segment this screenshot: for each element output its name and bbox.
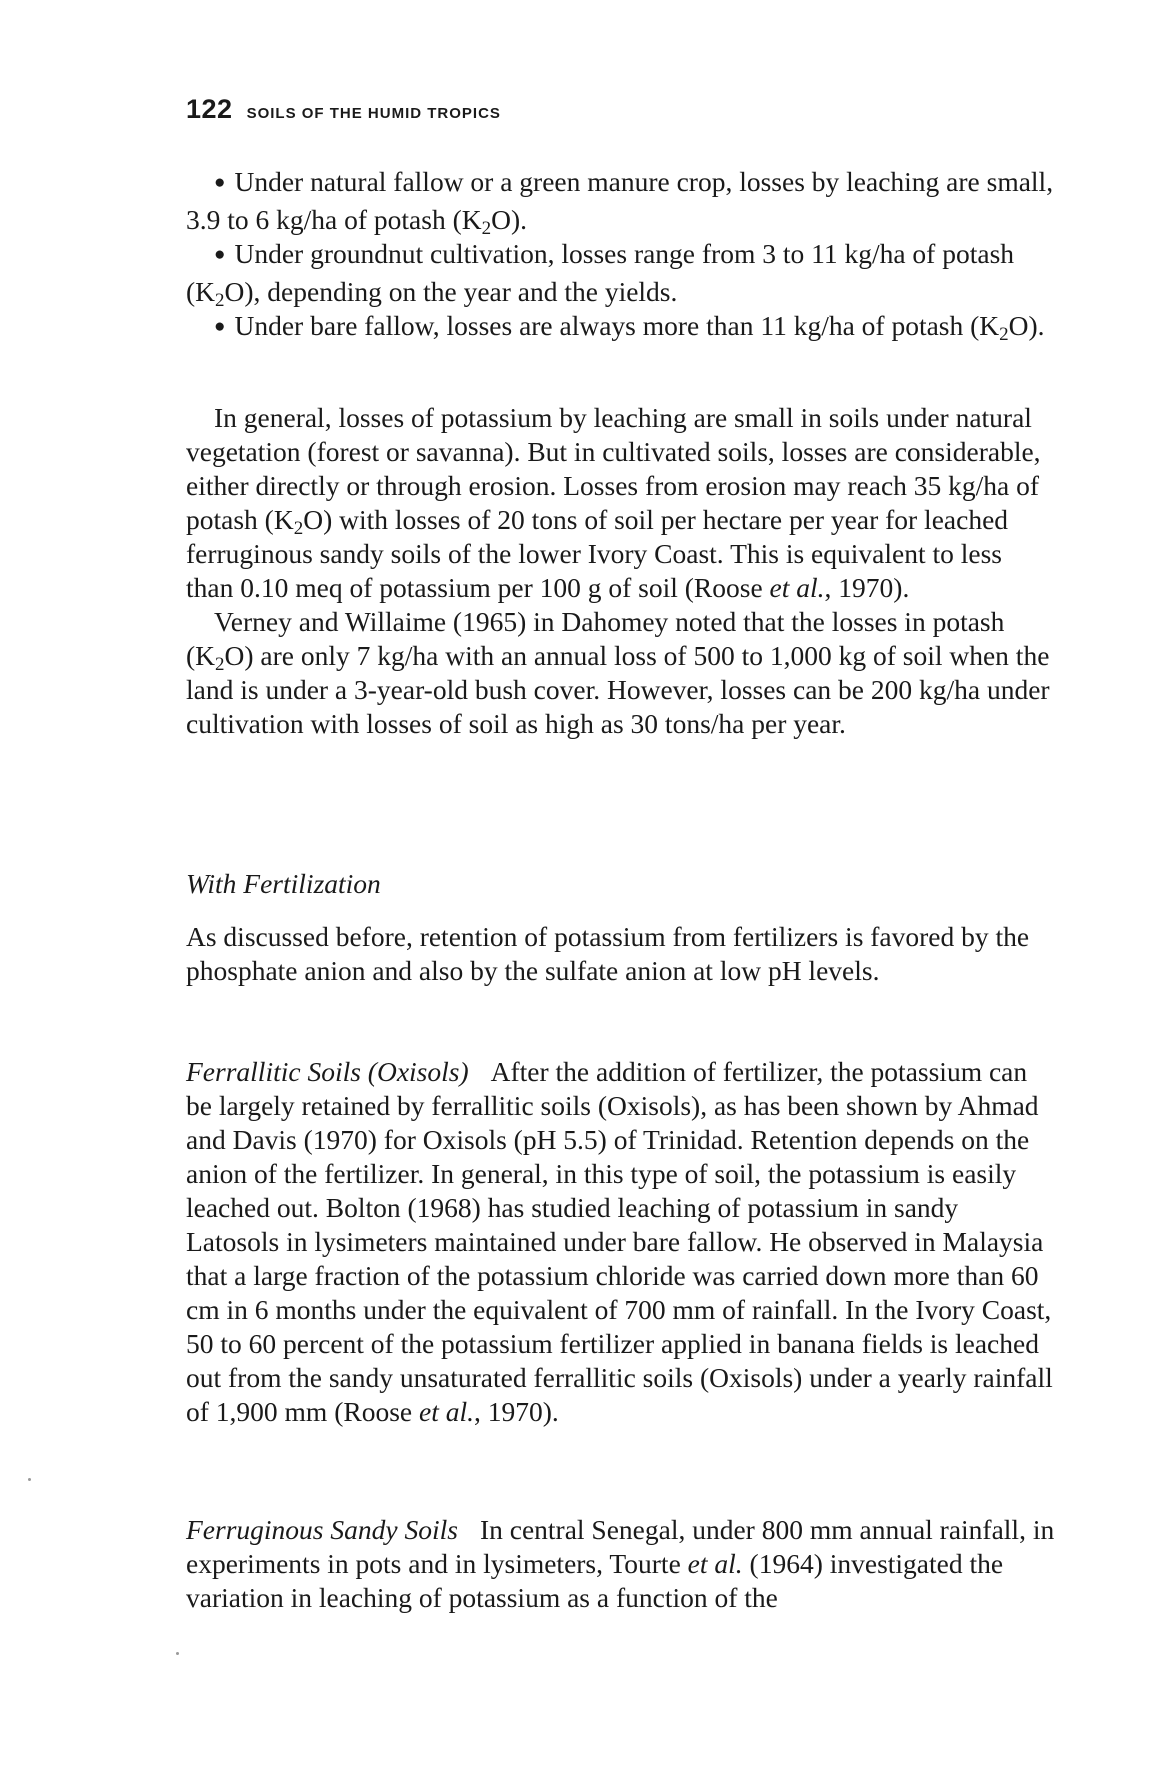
bullet-item: ● Under groundnut cultivation, losses range from 3 to 11 kg/ha of potash $(K_2O)$, depending on the year and the yields. <box>186 237 1056 309</box>
bullet-item: ● Under natural fallow or a green manure crop, losses by leaching are small, 3.9 to 6 kg/ha of potash $(K_2O)$. <box>186 165 1056 237</box>
scan-speck <box>176 1652 179 1655</box>
scan-speck <box>28 1478 31 1481</box>
ferruginous-heading: Ferruginous Sandy Soils <box>186 1514 458 1545</box>
page-header <box>186 94 501 125</box>
bullet-list <box>186 165 1056 347</box>
page-number: 122 <box>186 94 233 124</box>
paragraph-verney: Verney and Willaime (1965) in Dahomey noted that the losses in potash $(K_2O)$ are only 7 kg/ha with an annual loss of 500 to 1,000 kg of soil when the land is under a 3-year-old bush cover. However, losses can be 200 kg/ha under cultivation with losses of soil as high as 30 tons/ha per year. <box>186 606 1050 739</box>
paragraph-ferruginous: Ferruginous Sandy Soils In central Senegal, under 800 mm annual rainfall, in experiments in pots and in lysimeters, Tourte et al. (1964) investigated the variation in leaching of potassium as a function of the <box>186 1514 1055 1613</box>
paragraph-general: In general, losses of potassium by leaching are small in soils under natural vegetation (forest or savanna). But in cultivated soils, losses are considerable, either directly or through erosion. Losses from erosion may reach 35 kg/ha of potash $(K_2O)$ with losses of 20 tons of soil per hectare per year for leached ferruginous sandy soils of the lower Ivory Coast. This is equivalent to less than 0.10 meq of potassium per 100 g of soil (Roose et al., 1970). <box>186 402 1041 603</box>
paragraph-fertilization: As discussed before, retention of potassium from fertilizers is favored by the phosphate anion and also by the sulfate anion at low pH levels. <box>186 921 1030 986</box>
leaching-paragraphs <box>186 401 1056 741</box>
ferrallitic-heading: Ferrallitic Soils (Oxisols) <box>186 1056 469 1087</box>
bullet-item: ● Under bare fallow, losses are always more than 11 kg/ha of potash $(K_2O)$. <box>186 309 1056 347</box>
paragraph-ferrallitic: Ferrallitic Soils (Oxisols) After the addition of fertilizer, the potassium can be largely retained by ferrallitic soils (Oxisols), as has been shown by Ahmad and Davis (1970) for Oxisols (pH 5.5) of Trinidad. Retention depends on the anion of the fertilizer. In general, in this type of soil, the potassium is easily leached out. Bolton (1968) has studied leaching of potassium in sandy Latosols in lysimeters maintained under bare fallow. He observed in Malaysia that a large fraction of the potassium chloride was carried down more than 60 cm in 6 months under the equivalent of 700 mm of rainfall. In the Ivory Coast, 50 to 60 percent of the potassium fertilizer applied in banana fields is leached out from the sandy unsaturated ferrallitic soils (Oxisols) under a yearly rainfall of 1,900 mm (Roose et al., 1970). <box>186 1056 1053 1427</box>
section-heading: With Fertilization <box>186 868 381 899</box>
running-title: SOILS OF THE HUMID TROPICS <box>246 105 501 122</box>
